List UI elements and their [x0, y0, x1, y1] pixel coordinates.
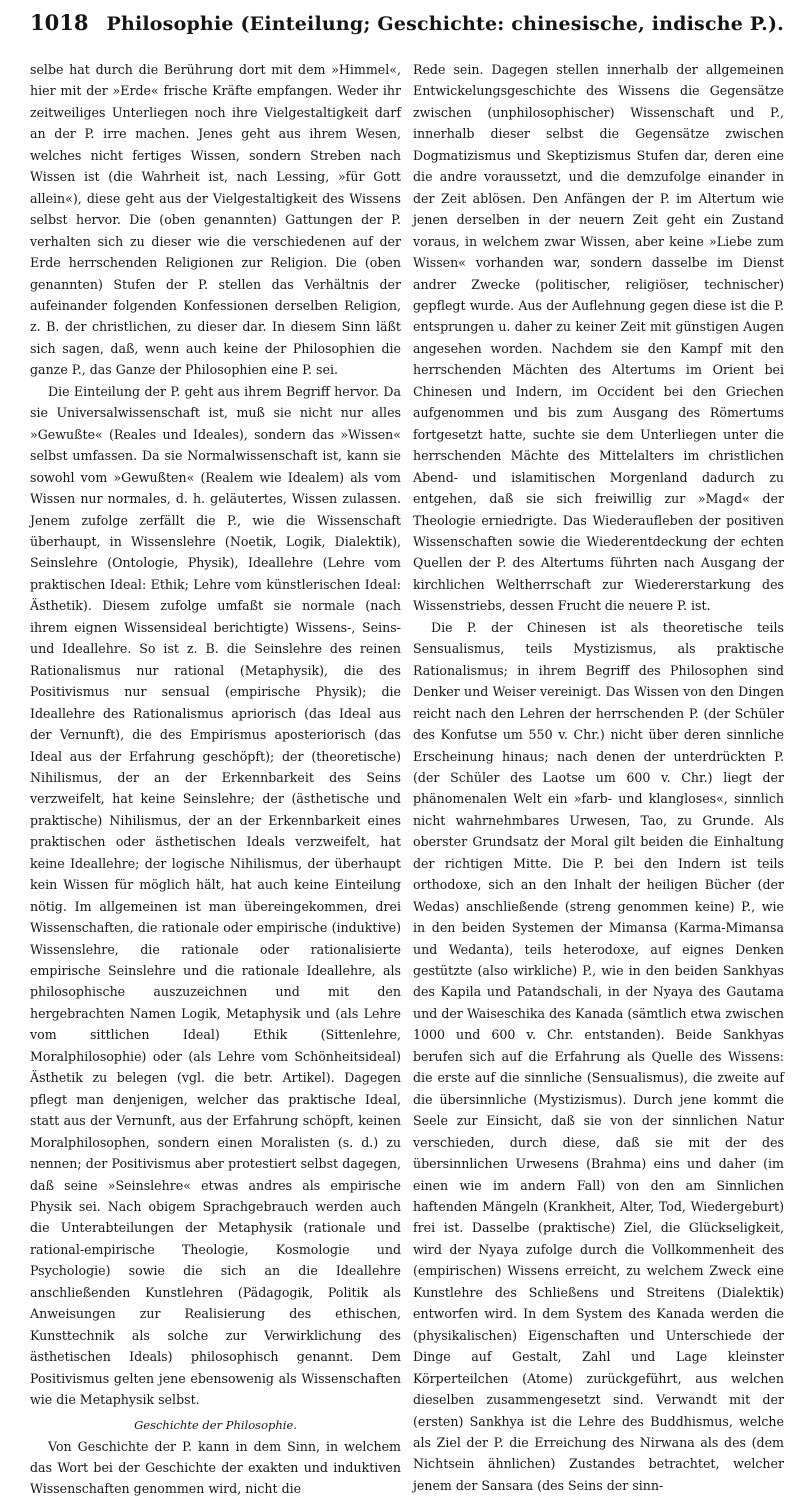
paragraph: selbe hat durch die Berührung dort mit dem »Himmel«, hier mit der »Erde« frische Kräfte empfangen. Weder ihr zeitweiliges Unterliegen noch ihre Vielgestaltigkeit darf an der P. irre machen. Jenes geht aus ihrem Wesen, welches nicht fertiges Wissen, sondern Streben nach Wissen ist (die Wahrheit ist, nach Lessing, »für Gott allein«), diese geht aus der Vielgestaltigkeit des Wissens selbst hervor. Die (oben genannten) Gattungen der P. verhalten sich zu dieser wie die verschiedenen auf der Erde herrschenden Religionen zur Religion. Die (oben genannten) Stufen der P. stellen das Verhältnis der aufeinander folgenden Konfessionen derselben Religion, z. B. der christlichen, zu dieser dar. In diesem Sinn läßt sich sagen, daß, wenn auch keine der Philosophien die ganze P., das Ganze der Philosophien eine P. sei. — [30, 62, 401, 378]
paragraph: Rede sein. Dagegen stellen innerhalb der allgemeinen Entwickelungsgeschichte des Wissens die Gegensätze zwischen (unphilosophischer) Wissenschaft und P., innerhalb dieser selbst die Gegensätze zwischen Dogmatizismus und Skeptizismus Stufen dar, deren eine die andre voraussetzt, und die demzufolge einander in der Zeit ablösen. Den Anfängen der P. im Altertum wie jenen derselben in der neuern Zeit geht ein Zustand voraus, in welchem zwar Wissen, aber keine »Liebe zum Wissen« vorhanden war, sondern dasselbe im Dienst andrer Zwecke (politischer, religiöser, technischer) gepflegt wurde. Aus der Auflehnung gegen diese ist die P. entsprungen u. daher zu keiner Zeit mit günstigen Augen angesehen worden. Nachdem sie den Kampf mit den herrschenden Mächten des Altertums im Orient bei Chinesen und Indern, im Occident bei den Griechen aufgenommen und bis zum Ausgang des Römertums fortgesetzt hatte, suchte sie dem Unterliegen unter die herrschenden Mächte des Mittelalters im christlichen Abend- und islamitischen Morgenland dadurch zu entgehen, daß sie sich freiwillig zur »Magd« der Theologie erniedrigte. Das Wiederaufleben der positiven Wissenschaften sowie die Wiederentdeckung der echten Quellen der P. des Altertums führten nach Ausgang der kirchlichen Weltherrschaft zur Wiedererstarkung des Wissenstriebs, dessen Frucht die neuere P. ist. — [413, 62, 784, 614]
paragraph: Die Einteilung der P. geht aus ihrem Begriff hervor. Da sie Universalwissenschaft ist, muß sie nicht nur alles »Gewußte« (Reales und Ideales), sondern das »Wissen« selbst umfassen. Da sie Normalwissenschaft ist, kann sie sowohl vom »Gewußten« (Realem wie Idealem) als vom Wissen nur normales, d. h. geläutertes, Wissen zulassen. Jenem zufolge zerfällt die P., wie die Wissenschaft überhaupt, in Wissenslehre (Noetik, Logik, Dialektik), Seinslehre (Ontologie, Physik), Ideallehre (Lehre vom praktischen Ideal: Ethik; Lehre vom künstlerischen Ideal: Ästhetik). Diesem zufolge umfaßt sie normale (nach ihrem eignen Wissensideal berichtigte) Wissens-, Seins- und Ideallehre. So ist z. B. die Seinslehre des reinen Rationalismus nur rational (Metaphysik), die des Positivismus nur sensual (empirische Physik); die Ideallehre des Rationalismus apriorisch (das Ideal aus der Vernunft), die des Empirismus aposteriorisch (das Ideal aus der Erfahrung geschöpft); der (theoretische) Nihilismus, der an der Erkennbarkeit des Seins verzweifelt, hat keine Seinslehre; der (ästhetische und praktische) Nihilismus, der an der Erkennbarkeit eines praktischen oder ästhetischen Ideals verzweifelt, hat keine Ideallehre; der logische Nihilismus, der überhaupt kein Wissen für möglich hält, hat auch keine Einteilung nötig. Im allgemeinen ist man übereingekommen, drei Wissenschaften, die rationale oder empirische (induktive) Wissenslehre, die rationale oder rationalisierte empirische Seinslehre und die rationale Ideallehre, als philosophische auszuzeichnen und mit den hergebrachten Namen Logik, Metaphysik und (als Lehre vom sittlichen Ideal) Ethik (Sittenlehre, Moralphilosophie) oder (als Lehre vom Schönheitsideal) Ästhetik zu belegen (vgl. die betr. Artikel). Dagegen pflegt man denjenigen, welcher das praktische Ideal, statt aus der Vernunft, aus der Erfahrung schöpft, keinen Moralphilosophen, sondern einen Moralisten (s. d.) zu nennen; der Positivismus aber protestiert selbst dagegen, daß seine »Seinslehre« etwas andres als empirische Physik sei. Nach obigem Sprachgebrauch werden auch die Unterabteilungen der Metaphysik (rationale und rational-empirische Theologie, Kosmologie und Psychologie) sowie die sich an die Ideallehre anschließenden Kunstlehren (Pädagogik, Politik als Anweisungen zur Realisierung des ethischen, Kunsttechnik als solche zur Verwirklichung des ästhetischen Ideals) philosophisch genannt. Dem Positivismus gelten jene ebensowenig als Wissenschaften wie die Metaphysik selbst. — [30, 383, 401, 1408]
paragraph: Von Geschichte der P. kann in dem Sinn, in welchem das Wort bei der Geschichte der exakten und induktiven Wissenschaften genommen wird, nicht die — [30, 1438, 401, 1497]
text-columns — [30, 59, 784, 1497]
page-number: 1018 — [30, 10, 89, 35]
page-header — [30, 10, 784, 59]
paragraph: Die P. der Chinesen ist als theoretische teils Sensualismus, teils Mystizismus, als praktische Rationalismus; in ihrem Begriff des Philosophen sind Denker und Weiser vereinigt. Das Wissen von den Dingen reicht nach den Lehren der herrschenden P. (der Schüler des Konfutse um 550 v. Chr.) nicht über deren sinnliche Erscheinung hinaus; nach denen der unterdrückten P. (der Schüler des Laotse um 600 v. Chr.) liegt der phänomenalen Welt ein »farb- und klangloses«, sinnlich nicht wahrnehmbares Urwesen, Tao, zu Grunde. Als oberster Grundsatz der Moral gilt beiden die Einhaltung der richtigen Mitte. Die P. bei den Indern ist teils orthodoxe, sich an den Inhalt der heiligen Bücher (der Wedas) anschließende (streng genommen keine) P., wie in den beiden Systemen der Mimansa (Karma-Mimansa und Wedanta), teils heterodoxe, auf eignes Denken gestützte (also wirkliche) P., wie in den beiden Sankhyas des Kapila und Patandschali, in der Nyaya des Gautama und der Waiseschika des Kanada (sämtlich etwa zwischen 1000 und 600 v. Chr. entstanden). Beide Sankhyas berufen sich auf die Erfahrung als Quelle des Wissens: die erste auf die sinnliche (Sensualismus), die zweite auf die übersinnliche (Mystizismus). Durch jene kommt die Seele zur Einsicht, daß sie von der sinnlichen Natur verschieden, durch diese, daß sie mit der des übersinnlichen Urwesens (Brahma) eins und daher (im einen wie im andern Fall) von den am Sinnlichen haftenden Mängeln (Krankheit, Alter, Tod, Wiedergeburt) frei ist. Dasselbe (praktische) Ziel, die Glückseligkeit, wird der Nyaya zufolge durch die Vollkommenheit des (empirischen) Wissens erreicht, zu welchem Zweck eine Kunstlehre des Schließens und Streitens (Dialektik) entworfen wird. In dem System des Kanada werden die (physikalischen) Eigenschaften und Unterschiede der Dinge auf Gestalt, Zahl und Lage kleinster Körperteilchen (Atome) zurückgeführt, aus welchen dieselben zusammengesetzt sind. Verwandt mit der (ersten) Sankhya ist die Lehre des Buddhismus, welche als Ziel der P. die Erreichung des Nirwana als des (dem Nichtsein ähnlichen) Zustandes betrachtet, welcher jenem der Sansara (des Seins der sinn- — [413, 619, 784, 1493]
left-column — [30, 59, 401, 1497]
section-heading: Geschichte der Philosophie. — [134, 1417, 297, 1432]
running-head: Philosophie (Einteilung; Geschichte: chinesische, indische P.). — [106, 13, 784, 35]
right-column — [413, 59, 784, 1493]
